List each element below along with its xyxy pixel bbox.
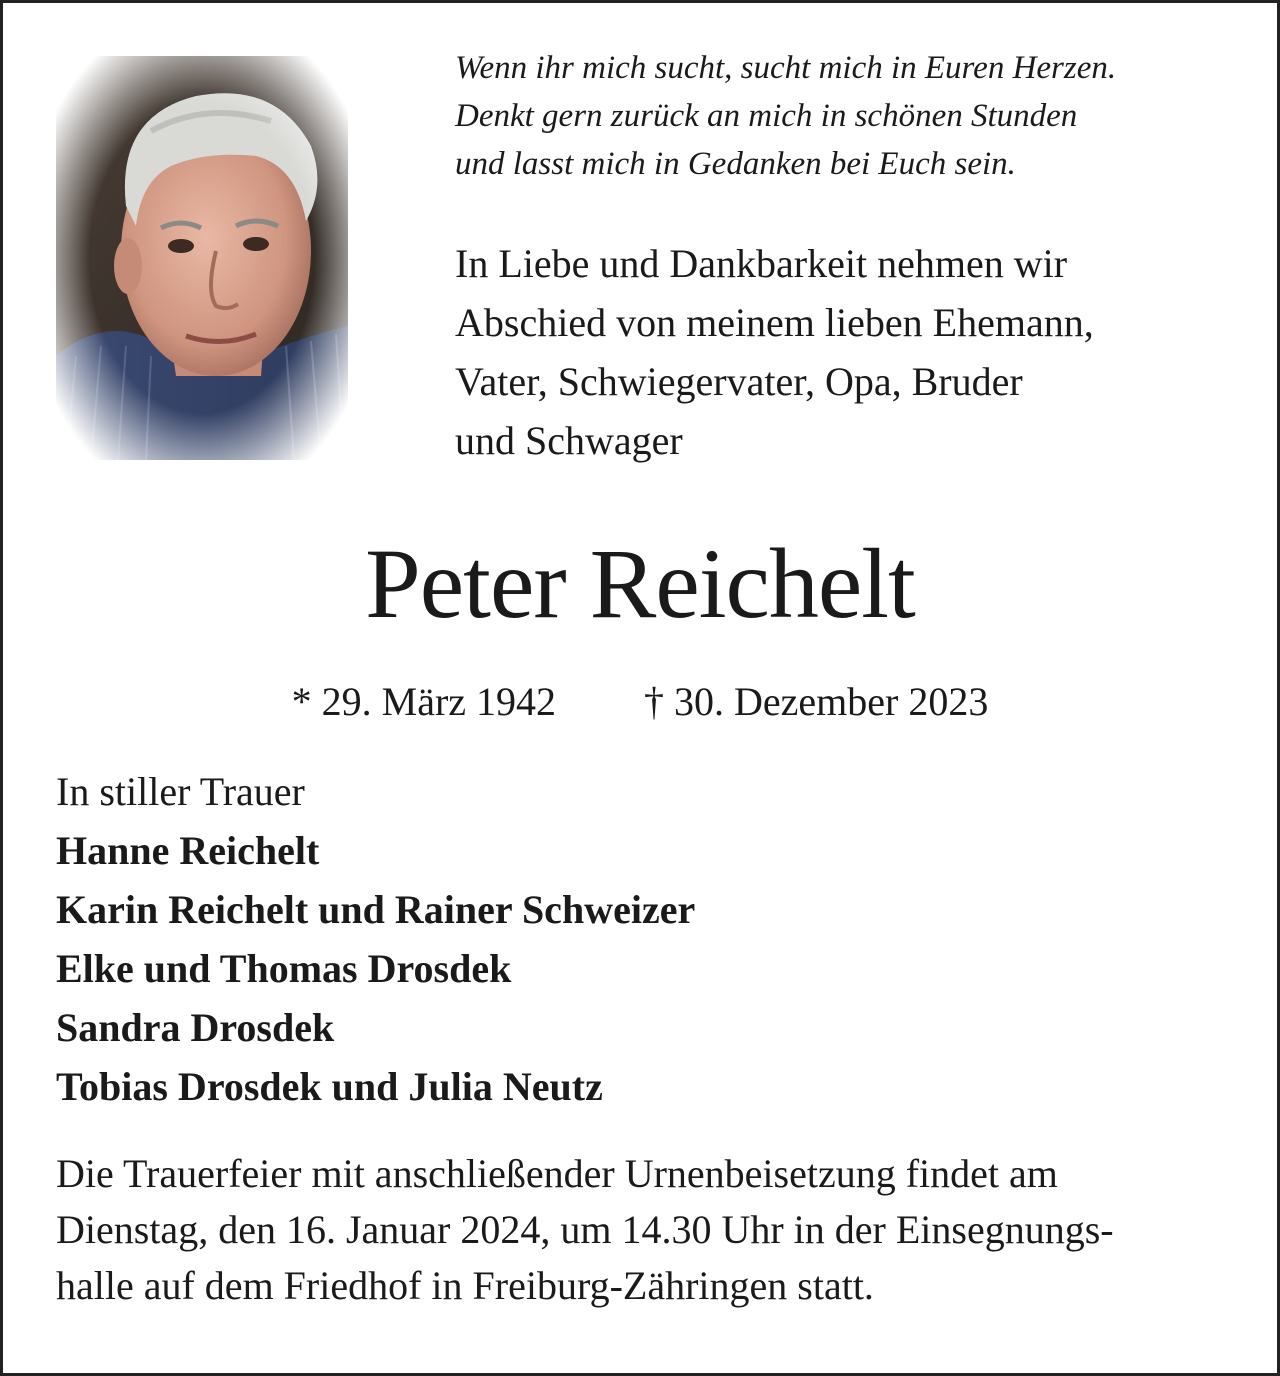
birth-date: * 29. März 1942 [291, 679, 557, 724]
family-member: Elke und Thomas Drosdek [56, 946, 512, 991]
portrait-photo [56, 56, 348, 460]
family-list [56, 821, 1236, 1116]
deceased-name: Peter Reichelt [365, 528, 915, 639]
family-member: Hanne Reichelt [56, 828, 320, 873]
death-date: † 30. Dezember 2023 [644, 679, 989, 724]
poem-line: Denkt gern zurück an mich in schönen Stunden [455, 98, 1078, 134]
family-member: Karin Reichelt und Rainer Schweizer [56, 887, 696, 932]
poem [455, 44, 1255, 188]
family-member: Tobias Drosdek und Julia Neutz [56, 1064, 603, 1109]
life-dates [0, 674, 1280, 730]
notice-line: Die Trauerfeier mit anschließender Urnenbeisetzung findet am [56, 1151, 1058, 1196]
intro-line: Vater, Schwiegervater, Opa, Bruder [455, 359, 1023, 404]
notice-line: halle auf dem Friedhof in Freiburg-Zähringen statt. [56, 1263, 874, 1308]
mourners-block [56, 762, 1236, 1116]
intro-line: und Schwager [455, 418, 683, 463]
poem-line: Wenn ihr mich sucht, sucht mich in Euren Herzen. [455, 50, 1117, 86]
poem-line: und lasst mich in Gedanken bei Euch sein. [455, 146, 1016, 182]
farewell-intro [455, 234, 1255, 470]
mourning-lead: In stiller Trauer [56, 769, 305, 814]
intro-line: In Liebe und Dankbarkeit nehmen wir [455, 241, 1068, 286]
family-member: Sandra Drosdek [56, 1005, 335, 1050]
intro-line: Abschied von meinem lieben Ehemann, [455, 300, 1094, 345]
funeral-notice [56, 1146, 1228, 1314]
notice-line: Dienstag, den 16. Januar 2024, um 14.30 Uhr in der Einsegnungs- [56, 1207, 1114, 1252]
